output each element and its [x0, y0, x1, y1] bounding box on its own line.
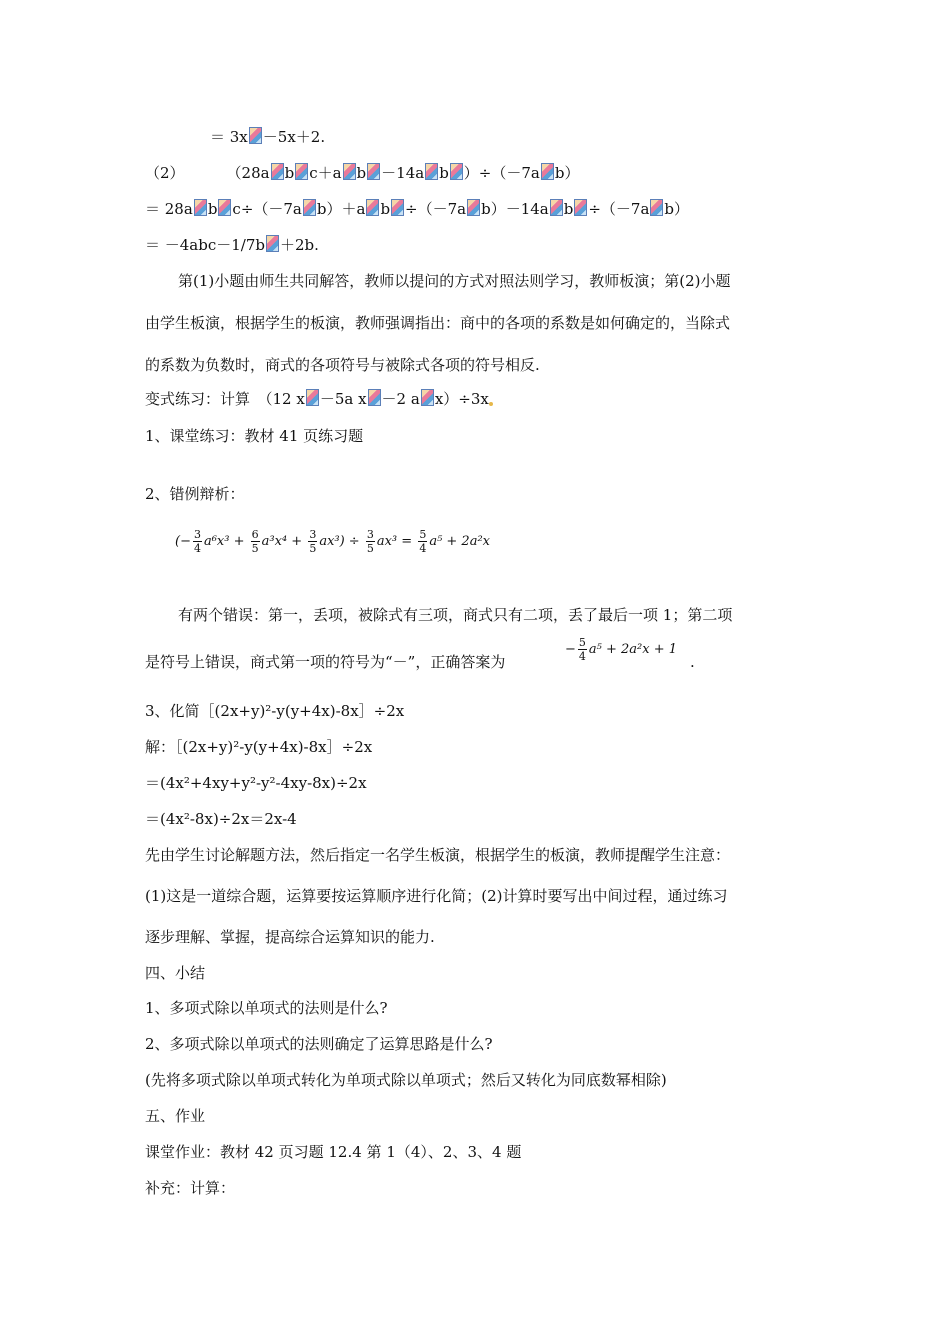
image-placeholder-icon [550, 199, 563, 216]
revision-mark-icon [489, 402, 493, 406]
solution-line-1: 解：［(2x+y)²-y(y+4x)-8x］÷2x [145, 738, 373, 756]
solution-line-3: ＝(4x²-8x)÷2x＝2x-4 [145, 810, 297, 828]
image-placeholder-icon [450, 163, 463, 180]
error-example-formula: (− $\frac{3}{4}$ a⁶x³ + $\frac{6}{5}$ a³x⁴ + $\frac{3}{5}$ ax³) ÷ $\frac{3}{5}$ ax³ = $\frac{5}{4}$ a⁵ + 2a²x [175, 528, 490, 555]
image-placeholder-icon [295, 163, 308, 180]
image-placeholder-icon [249, 127, 262, 144]
para-2-end: . [690, 653, 695, 671]
image-placeholder-icon [271, 163, 284, 180]
summary-question-1: 1、多项式除以单项式的法则是什么? [145, 999, 388, 1017]
image-placeholder-icon [194, 199, 207, 216]
image-placeholder-icon [218, 199, 231, 216]
para-3-line-3: 逐步理解、掌握，提高综合运算知识的能力. [145, 928, 435, 946]
image-placeholder-icon [650, 199, 663, 216]
para-2-line-1: 有两个错误：第一，丢项，被除式有三项，商式只有二项，丢了最后一项 1；第二项 [178, 606, 733, 624]
variant-exercise: 变式练习：计算 （12 x －5a x －2 a x）÷3x [145, 389, 493, 409]
image-placeholder-icon [266, 235, 279, 252]
supplement-line: 补充：计算： [145, 1179, 236, 1197]
line-3: ＝ 28a b c÷（－7a b）＋a b ÷（－7a b）－14a b ÷（－7a b） [145, 200, 690, 218]
para-3-line-2: (1)这是一道综合题，运算要按运算顺序进行化简；(2)计算时要写出中间过程，通过练习 [145, 887, 728, 905]
para-1-line-1: 第(1)小题由师生共同解答，教师以提问的方式对照法则学习，教师板演；第(2)小题 [178, 272, 731, 290]
image-placeholder-icon [368, 389, 381, 406]
image-placeholder-icon [425, 163, 438, 180]
image-placeholder-icon [574, 199, 587, 216]
summary-question-2: 2、多项式除以单项式的法则确定了运算思路是什么? [145, 1035, 493, 1053]
image-placeholder-icon [541, 163, 554, 180]
image-placeholder-icon [367, 163, 380, 180]
para-3-line-1: 先由学生讨论解题方法，然后指定一名学生板演，根据学生的板演，教师提醒学生注意： [145, 846, 731, 864]
image-placeholder-icon [343, 163, 356, 180]
image-placeholder-icon [391, 199, 404, 216]
para-2-line-2: 是符号上错误，商式第一项的符号为“－”，正确答案为 [145, 653, 506, 671]
para-1-line-2: 由学生板演，根据学生的板演，教师强调指出：商中的各项的系数是如何确定的，当除式 [145, 314, 731, 332]
exercise-3: 3、化简［(2x+y)²-y(y+4x)-8x］÷2x [145, 702, 405, 720]
image-placeholder-icon [421, 389, 434, 406]
line-2: （2） （28a b c＋a b －14a b ）÷（－7a b） [145, 164, 580, 182]
image-placeholder-icon [366, 199, 379, 216]
image-placeholder-icon [467, 199, 480, 216]
homework-line: 课堂作业：教材 42 页习题 12.4 第 1（4）、2、3、4 题 [145, 1143, 522, 1161]
image-placeholder-icon [306, 389, 319, 406]
line-4: ＝ －4abc－1/7b ＋2b. [145, 236, 319, 254]
section-summary-heading: 四、小结 [145, 964, 206, 982]
para-1-line-3: 的系数为负数时，商式的各项符号与被除式各项的符号相反. [145, 356, 540, 374]
section-homework-heading: 五、作业 [145, 1107, 206, 1125]
correct-answer-formula: − $\frac{5}{4}$ a⁵ + 2a²x + 1 [565, 636, 678, 663]
summary-note: (先将多项式除以单项式转化为单项式除以单项式；然后又转化为同底数幂相除) [145, 1071, 667, 1089]
exercise-2: 2、错例辩析： [145, 485, 245, 503]
image-placeholder-icon [303, 199, 316, 216]
solution-line-2: ＝(4x²+4xy+y²-y²-4xy-8x)÷2x [145, 774, 367, 792]
exercise-1: 1、课堂练习：教材 41 页练习题 [145, 427, 364, 445]
line-1: ＝ 3x －5x＋2. [210, 128, 326, 146]
